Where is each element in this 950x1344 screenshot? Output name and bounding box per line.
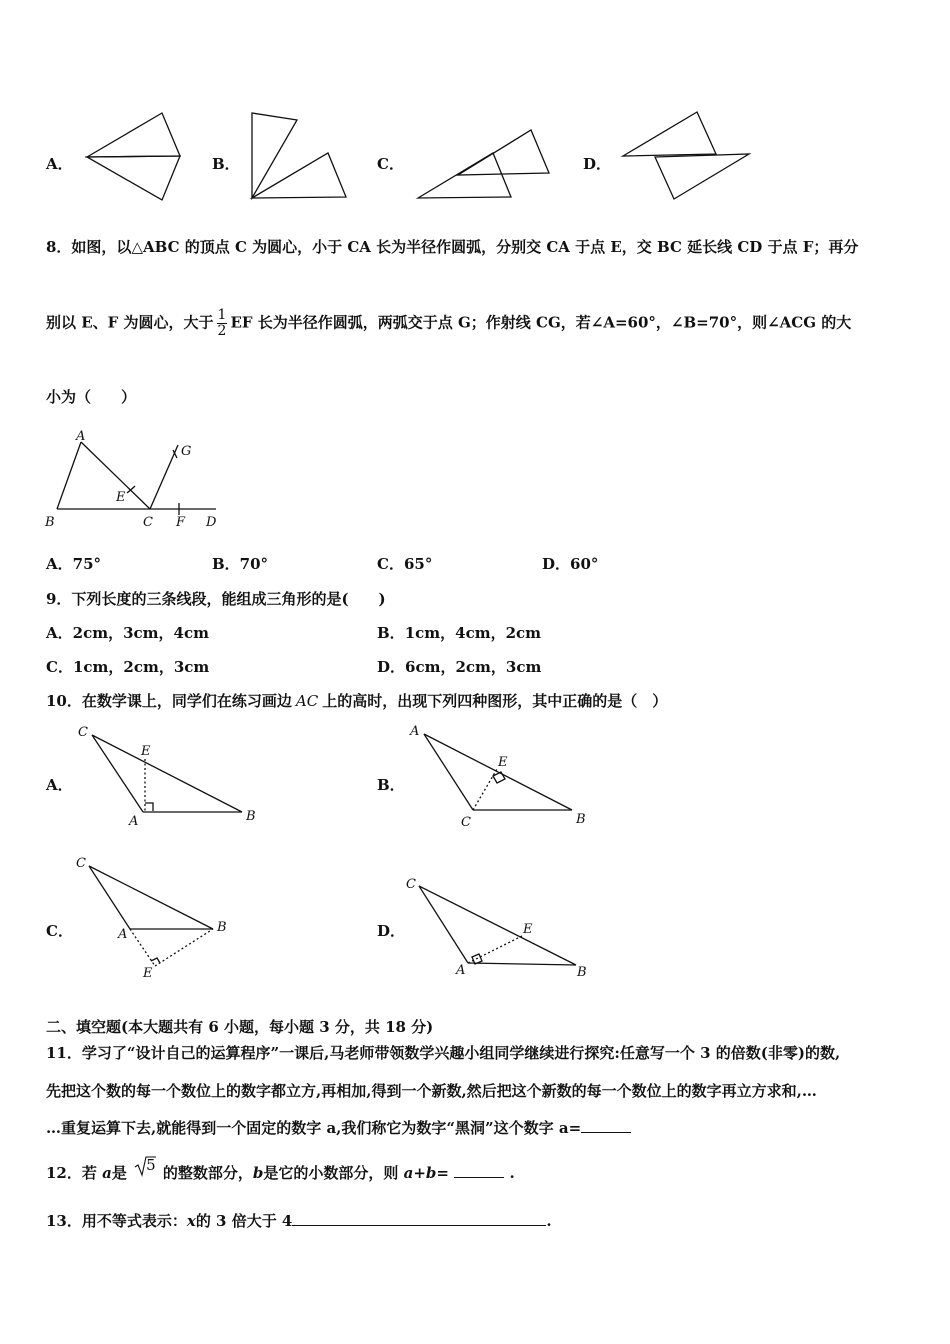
svg-text:A: A [410,724,420,739]
q8-stem-line2: 别以 E、F 为圆心，大于 $\frac{1}{2}$ EF 长为半径作圆弧，两弧交于点 G；作射线 CG，若∠A=60°，∠B=70°，则∠ACG 的大 [46,307,852,339]
q10-option-c[interactable]: C． [46,922,73,940]
q8-stem-line3: 小为（ ） [46,388,137,406]
svg-text:E: E [523,922,533,937]
svg-text:A: A [118,927,128,942]
q12-answer-blank[interactable] [454,1177,504,1178]
q8-label-e: E [116,490,126,505]
q8-option-c[interactable]: C．65° [377,555,433,573]
q8-label-b: B [45,515,55,530]
q10-option-b[interactable]: B． [377,776,405,794]
q11-answer-blank[interactable] [581,1132,631,1133]
svg-text:E: E [141,744,151,759]
q8-label-d: D [206,515,217,530]
q13-answer-blank[interactable] [292,1225,546,1226]
q7-option-d[interactable]: D． [583,155,612,173]
q9-option-d[interactable]: D．6cm，2cm，3cm [377,658,542,676]
q9-stem: 9．下列长度的三条线段，能组成三角形的是( ) [46,590,386,608]
q8-option-b[interactable]: B．70° [212,555,269,573]
svg-text:B: B [577,965,587,980]
svg-text:C: C [76,856,86,871]
q10-option-d[interactable]: D． [377,922,406,940]
svg-text:A: A [129,814,139,829]
q8-label-g: G [181,444,192,459]
q13-stem: 13．用不等式表示：x的 3 倍大于 4 . [46,1212,552,1230]
q7-option-b[interactable]: B． [212,155,240,173]
fraction-one-half: $\frac{1}{2}$ [217,307,227,339]
svg-text:B: B [246,809,256,824]
q10-stem: 10．在数学课上，同学们在练习画边 AC 上的高时，出现下列四种图形，其中正确的是（ ） [46,692,668,710]
q9-option-a[interactable]: A．2cm，3cm，4cm [46,624,209,642]
q11-line2: 先把这个数的每一个数位上的数字都立方,再相加,得到一个新数,然后把这个新数的每一个数位上的数字再立方求和,… [46,1082,817,1100]
q7-option-c[interactable]: C． [377,155,404,173]
q8-label-a: A [76,429,86,444]
svg-text:C: C [406,877,416,892]
q11-line3: …重复运算下去,就能得到一个固定的数字 a,我们称它为数字“黑洞”这个数字 a= [46,1117,631,1138]
svg-text:B: B [217,920,227,935]
q8-label-c: C [143,515,153,530]
q9-option-c[interactable]: C．1cm，2cm，3cm [46,658,210,676]
svg-text:E: E [498,755,508,770]
q8-option-d[interactable]: D．60° [542,555,599,573]
section-heading-fill-in: 二、填空题(本大题共有 6 小题，每小题 3 分，共 18 分) [46,1018,434,1036]
svg-text:C: C [461,815,471,830]
q7-option-a[interactable]: A． [46,155,73,173]
svg-text:C: C [78,725,88,740]
svg-text:B: B [576,812,586,827]
q8-label-f: F [176,515,186,530]
q12-stem: 12．若 a是 5 的整数部分，b是它的小数部分，则 a+b= . [46,1156,515,1182]
q10-option-a[interactable]: A． [46,776,73,794]
sqrt-5: 5 [134,1156,156,1174]
q9-option-b[interactable]: B．1cm，4cm，2cm [377,624,542,642]
svg-text:E: E [143,966,153,981]
q8-option-a[interactable]: A．75° [46,555,102,573]
q11-line1: 11．学习了“设计自己的运算程序”一课后,马老师带领数学兴趣小组同学继续进行探究:任意写一个 3 的倍数(非零)的数, [46,1044,841,1062]
q8-stem-line1: 8．如图，以△ABC 的顶点 C 为圆心，小于 CA 长为半径作圆弧，分别交 CA 于点 E，交 BC 延长线 CD 于点 F；再分 [46,238,859,256]
svg-text:A: A [456,963,466,978]
